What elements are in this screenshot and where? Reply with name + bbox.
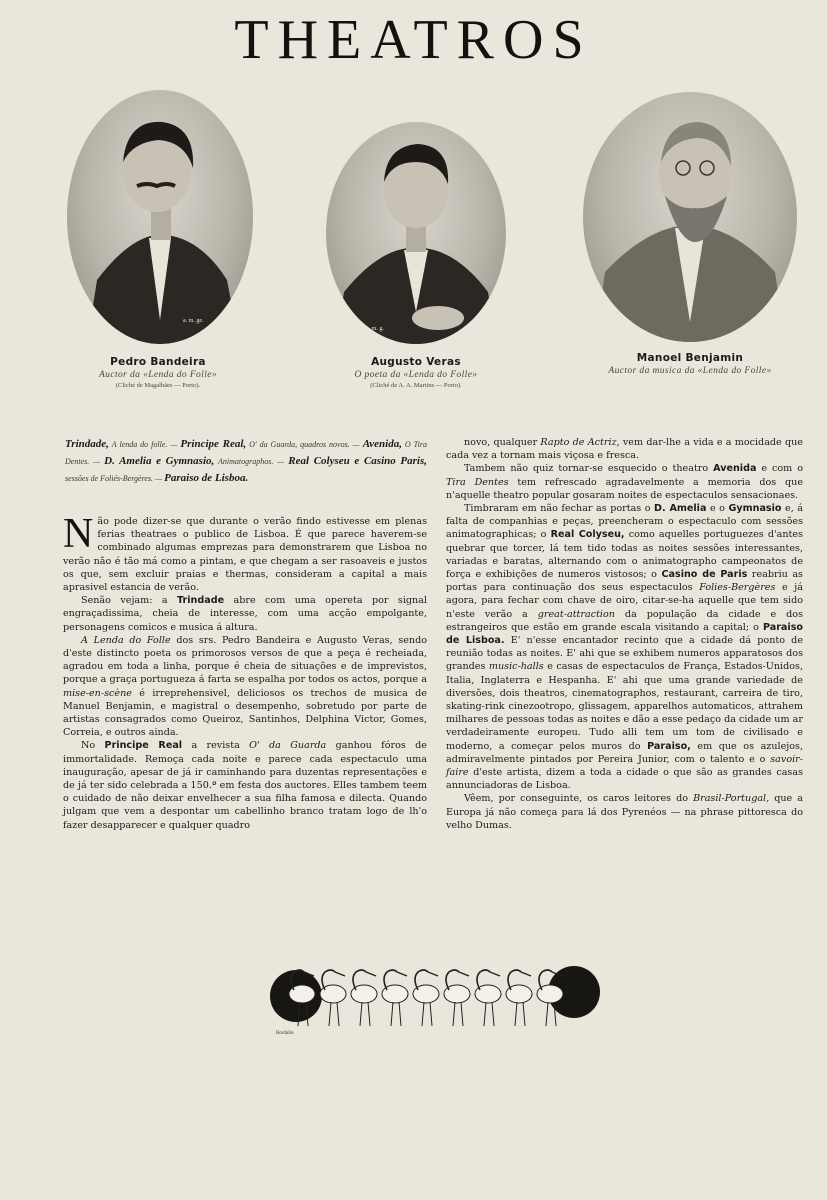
- caption-name: Manoel Benjamin: [636, 352, 744, 364]
- vignette-signature: Bordallo: [276, 1031, 294, 1036]
- caption-manoel-benjamin: [570, 352, 810, 376]
- theatre-name: Trindade: [177, 595, 225, 607]
- theatre-name: Principe Real,: [180, 438, 247, 450]
- caption-credit: (Cliché de Magalhães — Porto).: [115, 382, 201, 389]
- article-paragraph: [63, 594, 427, 634]
- text-run: e o: [706, 503, 729, 515]
- text-run: No: [81, 740, 105, 752]
- text-run: ão pode dizer-se que durante o verão findo estivesse em plenas ferias theatraes o publico de Lisboa. É que parece haverem-se combinado algumas emprezas para demonstrarem que Lisboa no verão não é tão má como a pintam, e que chegam a ser rasoaveis e justos os que, sem excluir praias e thermas, consideram a capital a mais aprasivel estancia de verão.: [63, 516, 427, 594]
- page-title: THEATROS: [234, 9, 593, 71]
- italic-term: savoir-faire: [446, 753, 803, 779]
- italic-term: Brasil-Portugal,: [693, 793, 770, 805]
- theatre-name: Gymnasio: [728, 503, 782, 515]
- text-run: tem refrescado agradavelmente a memoria dos que n'aquelle theatro popular gosaram noites de espectaculos sensacionaes.: [446, 476, 804, 501]
- theatre-name: Paraiso de Lisboa.: [446, 621, 803, 647]
- italic-term: Folies-Bergères: [699, 582, 776, 594]
- text-run: novo, qualquer: [464, 437, 541, 448]
- left-column: [63, 436, 427, 832]
- caption-role: Auctor da musica da «Lenda do Folle»: [608, 366, 772, 376]
- programme-text: sessões de Foliés-Bergères. —: [65, 474, 165, 483]
- programme-text: O' da Guarda, quadros novos. —: [246, 440, 363, 449]
- portrait-manoel-benjamin: [583, 92, 797, 342]
- theatre-name: Paraiso,: [647, 740, 691, 752]
- heron-icon: [413, 970, 439, 1026]
- caption-role: Auctor da «Lenda do Folle»: [98, 370, 218, 380]
- text-run: a revista: [182, 740, 250, 752]
- italic-term: music-halls: [488, 661, 544, 673]
- article-paragraph: [446, 792, 803, 832]
- portrait-figure-icon: [326, 122, 506, 344]
- text-run: Tambem não quiz tornar-se esquecido o theatro: [464, 463, 714, 475]
- heron-icon: [444, 970, 470, 1026]
- text-run: Vêem, por conseguinte, os caros leitores do: [464, 793, 694, 805]
- heron-icon: [382, 970, 408, 1026]
- text-run: Timbraram em não fechar as portas o: [464, 503, 655, 515]
- right-column: [446, 436, 803, 832]
- caption-name: Augusto Veras: [371, 356, 461, 368]
- caption-role: O poeta da «Lenda do Folle»: [354, 370, 478, 380]
- article-paragraph: [63, 511, 427, 594]
- text-run: e já agora, para fechar com chave de oiro, citar-se-ha aquelle que tem sido n'este verão a: [446, 582, 803, 620]
- article-paragraph: [446, 436, 803, 462]
- caption-augusto-veras: [310, 356, 522, 389]
- theatre-name: Paraiso de Lisboa.: [164, 472, 249, 484]
- herons-vignette-icon: [268, 962, 604, 1036]
- italic-term: great-attraction: [537, 608, 615, 620]
- text-run: e com o: [756, 463, 804, 475]
- theatre-name: D. Amelia e Gymnasio,: [104, 455, 215, 467]
- theatre-name: Real Colyseu,: [550, 529, 625, 541]
- portrait-augusto-veras: [326, 122, 506, 344]
- heron-icon: [351, 970, 377, 1026]
- portrait-figure-icon: [67, 90, 253, 344]
- heron-icon: [506, 970, 532, 1026]
- theatre-name: Principe Real: [104, 740, 183, 752]
- text-run: que a Europa já não começa para lá dos Pyrenéos — na phrase pittoresca do velho Dumas.: [446, 793, 803, 831]
- summary-intro: [63, 436, 427, 487]
- theatre-name: D. Amelia: [654, 503, 707, 515]
- caption-credit: (Cliché de A. A. Martins — Porto).: [370, 382, 462, 389]
- text-run: e, á falta de companhias e peças, preencheram o espectaculo com sessões animatographicas; o: [446, 503, 804, 541]
- italic-term: Tira Dentes: [446, 476, 509, 488]
- article-right-text: [446, 436, 803, 832]
- article-paragraph: [63, 634, 427, 740]
- article-paragraph: [446, 502, 803, 792]
- portrait-pedro-bandeira: [67, 90, 253, 344]
- theatre-name: Avenida,: [362, 438, 402, 450]
- theatre-name: Real Colyseu e Casino Paris,: [288, 455, 427, 467]
- text-run: Senão vejam: a: [81, 595, 178, 607]
- text-run: ganhou fóros de immortalidade. Remoça cada noite e parece cada espectaculo uma inauguração, apesar de já ir caminhando para duzentas representações e de já ter sido celebrada a 150.ª em festa dos auctores. Elles tambem teem o cuidado de não deixar envelhecer a sua filha famosa e dilecta. Quando julgam que vem a despontar um cabellinho branco tratam logo de lh'o fazer desapparecer e qualquer quadro: [63, 740, 427, 831]
- article-paragraph: [446, 462, 803, 502]
- heron-icon: [475, 970, 501, 1026]
- text-run: como aquelles portuguezes d'antes quebrar que torcer, lá tem tido todas as noites sessões interessantes, variadas e baratas, alternando com o animatographo campeonatos de força e exhibições de numeros vistosos; o: [446, 529, 804, 581]
- theatre-name: Casino de Paris: [661, 569, 748, 581]
- text-run: em que os azulejos, admiravelmente pintados por Pereira Junior, com o talento e o: [446, 740, 804, 765]
- programme-text: A lenda do folle. —: [108, 440, 181, 449]
- italic-term: mise-en-scène: [63, 687, 132, 699]
- italic-term: O' da Guarda: [249, 740, 327, 752]
- article-left-text: [63, 511, 428, 832]
- heron-icon: [320, 970, 346, 1026]
- text-run: reabriu as portas para continuação dos seus espectaculos: [446, 569, 803, 594]
- text-run: abre com uma opereta por signal engraçadissima, cheia de interesse, com uma acção empolgante, personagens comicos e musica á altura.: [63, 595, 428, 633]
- drop-cap: N: [63, 511, 94, 557]
- theatre-name: Trindade,: [65, 438, 109, 450]
- italic-term: Rapto de Actriz: [540, 437, 617, 448]
- portrait-figure-icon: [583, 92, 797, 342]
- caption-name: Pedro Bandeira: [110, 356, 206, 368]
- text-run: , vem dar-lhe a vida e a mocidade que cada vez a tornam mais viçosa e fresca.: [446, 437, 803, 462]
- photo-signature: a. m. ge.: [183, 318, 204, 324]
- programme-text: Animatographos. —: [214, 457, 289, 466]
- text-run: dos srs. Pedro Bandeira e Augusto Veras, sendo d'este distincto poeta os primorosos versos de que a peça é recheiada, agradou em toda a linha, porque é cheia de situações e de imprevistos, porque a graça portugueza á farta se espalha por todos os actos, porque a: [63, 634, 427, 686]
- text-run: é irreprehensivel, deliciosos os trechos de musica de Manuel Benjamin, e magistral o desempenho, sobretudo por parte de artistas consagrados como Queiroz, Santinhos, Delphina Victor, Gomes, Correia, e outros ainda.: [63, 687, 427, 739]
- text-run: da população da cidade e dos estrangeiros que estão em grande escala visitando a capital; o: [446, 608, 804, 633]
- italic-term: A Lenda do Folle: [81, 634, 171, 646]
- article-paragraph: [63, 739, 427, 831]
- text-run: e casas de espectaculos de França, Estados-Unidos, Italia, Inglaterra e Hespanha. E' ahi que uma grande variedade de diversões, dois theatros, cinematographos, restaurant, carreira de tiro, skating-rink cinezootropo, glissagem, apparelhos automaticos, attrahem milhares de pessoas todas as noites e dão a esse pedaço da cidade um ar verdadeiramente europeu. Tudo alli tem um tom de civilisado e moderno, a começar pelos muros do: [446, 661, 803, 752]
- photo-signature: a. m. g.: [366, 326, 384, 332]
- text-run: E' n'esse encantador recinto que a cidade dá ponto de reunião todas as noites. E' ahi que se exhibem numeros apparatosos dos grandes: [446, 635, 804, 673]
- theatre-name: Avenida: [713, 463, 757, 475]
- text-run: d'este artista, dizem a toda a cidade o que são as grandes casas annunciadoras de Lisboa.: [446, 767, 803, 792]
- programme-text: O Tira Dentes. —: [65, 440, 428, 466]
- caption-pedro-bandeira: [58, 356, 258, 389]
